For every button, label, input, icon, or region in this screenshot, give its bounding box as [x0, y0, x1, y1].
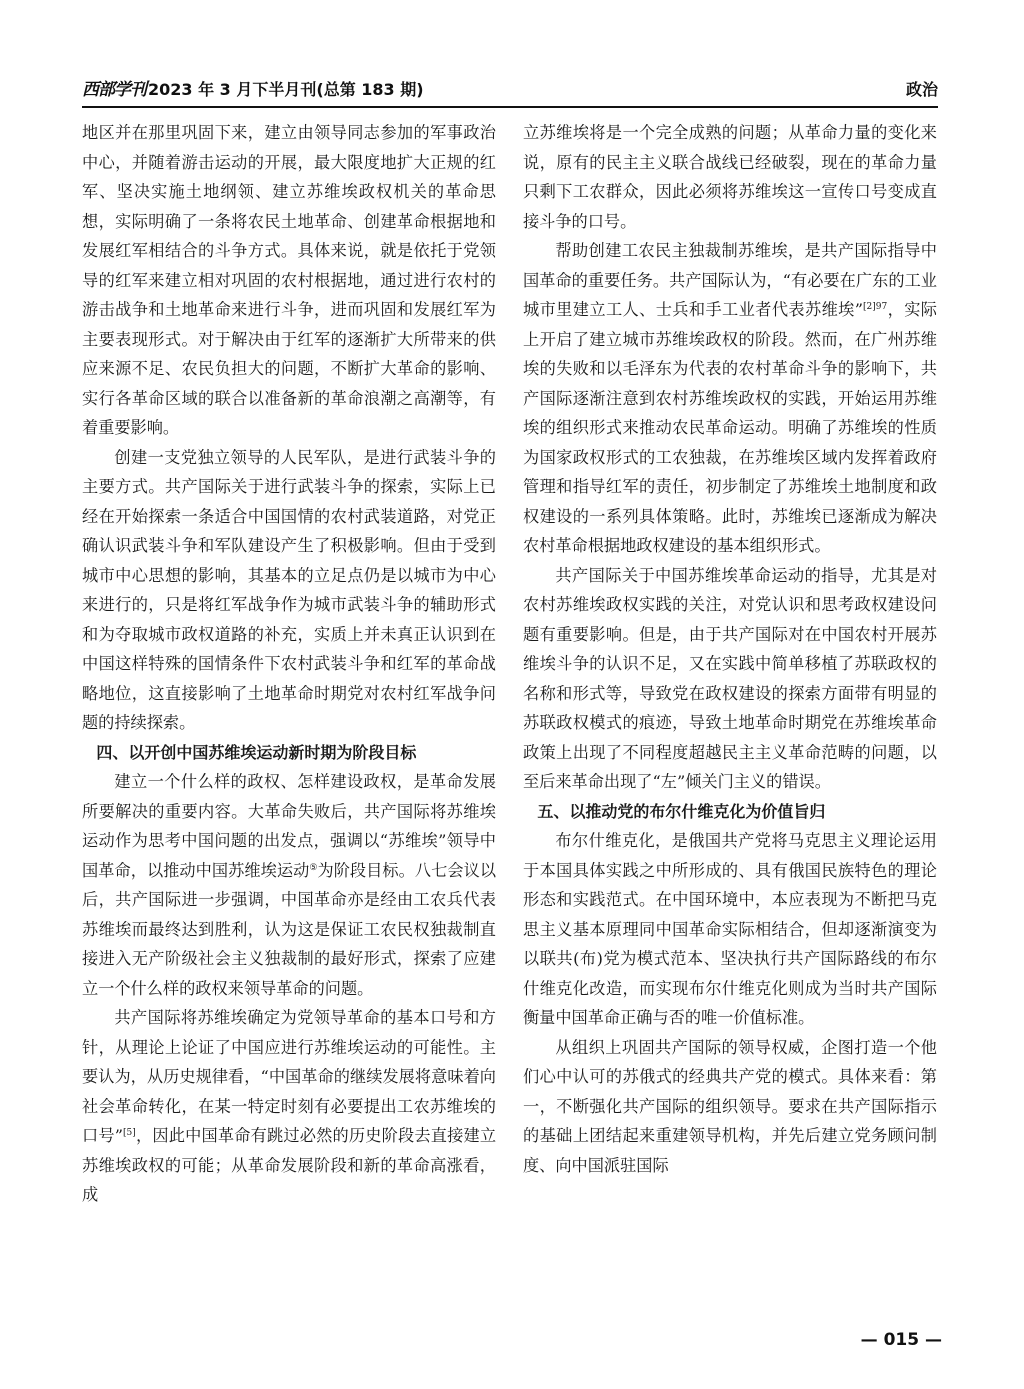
issue-info: 2023 年 3 月下半月刊(总第 183 期) — [148, 80, 424, 99]
paragraph — [82, 1003, 496, 1210]
section-heading: 五、以推动党的布尔什维克化为价值旨归 — [537, 801, 826, 821]
journal-logo: 西部学刊 — [82, 80, 146, 100]
text-run: 建立一个什么样的政权、怎样建设政权，是革命发展所要解决的重要内容。大革命失败后，共产国际将苏维埃运动作为思考中国问题的出发点，强调以“苏维埃”领导中国革命，以推动中国苏维埃运动 — [82, 772, 496, 880]
text-run: 为阶段目标。八七会议以后，共产国际进一步强调，中国革命亦是经由工农兵代表苏维埃而最终达到胜利，认为这是保证工农民权独裁制直接进入无产阶级社会主义独裁制的最好形式，探索了应建立一个什么样的政权来领导革命的问题。 — [82, 860, 497, 998]
paragraph: 立苏维埃将是一个完全成熟的问题；从革命力量的变化来说，原有的民主主义联合战线已经破裂，现在的革命力量只剩下工农群众，因此必须将苏维埃这一宣传口号变成直接斗争的口号。 — [523, 123, 937, 231]
citation-ref: [2]97 — [863, 302, 888, 312]
text-run: ，实际上开启了建立城市苏维埃政权的阶段。然而，在广州苏维埃的失败和以毛泽东为代表的农村革命斗争的影响下，共产国际逐渐注意到农村苏维埃政权的实践，开始运用苏维埃的组织形式来推动农民革命运动。明确了苏维埃的性质为国家政权形式的工农独裁，在苏维埃区域内发挥着政府管理和指导红军的责任，初步制定了苏维埃土地制度和政权建设的一系列具体策略。此时，苏维埃已逐渐成为解决农村革命根据地政权建设的基本组织形式。 — [523, 300, 937, 555]
paragraph — [523, 236, 937, 561]
left-column — [82, 118, 496, 1210]
paragraph: 布尔什维克化，是俄国共产党将马克思主义理论运用于本国具体实践之中所形成的、具有俄国民族特色的理论形态和实践范式。在中国环境中，本应表现为不断把马克思主义基本原理同中国革命实际相结合，但却逐渐演变为以联共(布)党为模式范本、坚决执行共产国际路线的布尔什维克化改造，而实现布尔什维克化则成为当时共产国际衡量中国革命正确与否的唯一价值标准。 — [523, 831, 937, 1027]
section-heading: 四、以开创中国苏维埃运动新时期为阶段目标 — [96, 742, 417, 762]
paragraph: 共产国际关于中国苏维埃革命运动的指导，尤其是对农村苏维埃政权实践的关注，对党认识和思考政权建设问题有重要影响。但是，由于共产国际对在中国农村开展苏维埃斗争的认识不足，又在实践中简单移植了苏联政权的名称和形式等，导致党在政权建设的探索方面带有明显的苏联政权模式的痕迹，导致土地革命时期党在苏维埃革命政策上出现了不同程度超越民主主义革命范畴的问题，以至后来革命出现了“左”倾关门主义的错误。 — [523, 565, 937, 791]
page-number: — 015 — — [860, 1330, 942, 1350]
text-run: 帮助创建工农民主独裁制苏维埃，是共产国际指导中国革命的重要任务。共产国际认为，“有必要在广东的工业城市里建立工人、士兵和手工业者代表苏维埃” — [523, 241, 937, 319]
paragraph — [82, 767, 496, 1003]
footnote-marker: ⑤ — [309, 862, 318, 873]
section-name: 政治 — [905, 80, 938, 99]
paragraph: 创建一支党独立领导的人民军队，是进行武装斗争的主要方式。共产国际关于进行武装斗争的探索，实际上已经在开始探索一条适合中国国情的农村武装道路，对党正确认识武装斗争和军队建设产生了积极影响。但由于受到城市中心思想的影响，其基本的立足点仍是以城市为中心来进行的，只是将红军战争作为城市武装斗争的辅助形式和为夺取城市政权道路的补充，实质上并未真正认识到在中国这样特殊的国情条件下农村武装斗争和红军的革命战略地位，这直接影响了土地革命时期党对农村红军战争问题的持续探索。 — [82, 447, 496, 732]
paragraph: 地区并在那里巩固下来，建立由领导同志参加的军事政治中心，并随着游击运动的开展，最大限度地扩大正规的红军、坚决实施土地纲领、建立苏维埃政权机关的革命思想，实际明确了一条将农民土地革命、创建革命根据地和发展红军相结合的斗争方式。具体来说，就是依托于党领导的红军来建立相对巩固的农村根据地，通过进行农村的游击战争和土地革命来进行斗争，进而巩固和发展红军为主要表现形式。对于解决由于红军的逐渐扩大所带来的供应来源不足、农民负担大的问题，不断扩大革命的影响、实行各革命区域的联合以准备新的革命浪潮之高潮等，有着重要影响。 — [82, 123, 496, 437]
header-left — [82, 75, 424, 106]
right-column — [523, 118, 937, 1180]
citation-ref: [5] — [123, 1128, 136, 1138]
text-run: ，因此中国革命有跳过必然的历史阶段去直接建立苏维埃政权的可能；从革命发展阶段和新的革命高涨看，成 — [82, 1126, 497, 1204]
text-run: 共产国际将苏维埃确定为党领导革命的基本口号和方针，从理论上论证了中国应进行苏维埃运动的可能性。主要认为，从历史规律看，“中国革命的继续发展将意味着向社会革命转化，在某一特定时刻有必要提出工农苏维埃的口号” — [82, 1008, 496, 1145]
paragraph: 从组织上巩固共产国际的领导权威，企图打造一个他们心中认可的苏俄式的经典共产党的模式。具体来看：第一，不断强化共产国际的组织领导。要求在共产国际指示的基础上团结起来重建领导机构，并先后建立党务顾问制度、向中国派驻国际 — [523, 1037, 937, 1175]
page-header — [82, 70, 938, 108]
